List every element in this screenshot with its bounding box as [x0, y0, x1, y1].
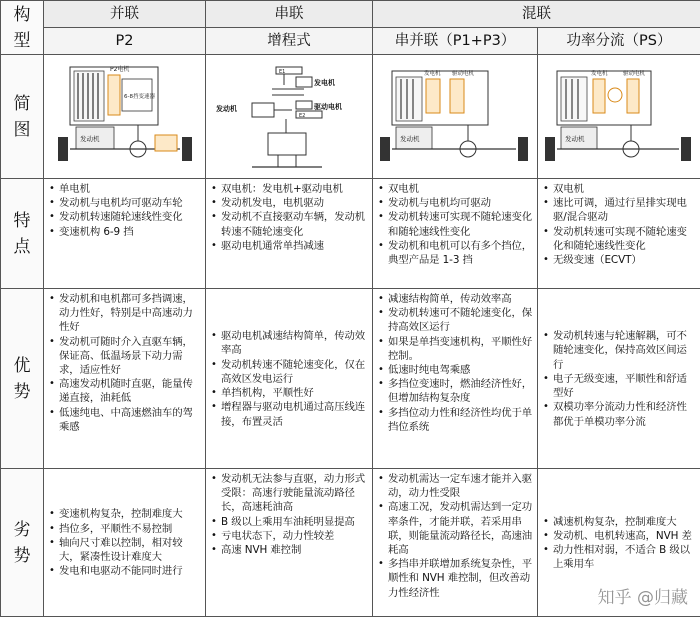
list-item: • 发电和电驱动不能同时进行: [48, 564, 201, 578]
list-item: • 发动机与电机均可驱动: [377, 196, 533, 210]
erev-gen-label: 发电机: [313, 78, 335, 87]
list-item: • 发动机转速可实现不随轮速变化和随轮速线性变化: [542, 225, 696, 253]
header-parallel: 并联: [44, 1, 206, 28]
list-item: • 发动机转速与轮速解耦，可不随轮速变化，保持高效区间运行: [542, 329, 696, 372]
list-item: • 多挡位变速时，燃油经济性好，但增加结构复杂度: [377, 377, 533, 405]
header-hybrid: 混联: [373, 1, 700, 28]
p2-engine-label: 发动机: [80, 134, 100, 143]
bullet-list: [44, 289, 205, 436]
p13-engine-label: 发动机: [400, 134, 420, 143]
p13-gen-label: 发电机: [424, 69, 441, 77]
ps-gen-label: 发电机: [591, 69, 608, 77]
list-item: • 如果是单挡变速机构，平顺性好控制。: [377, 335, 533, 363]
list-item: • 低速时纯电驾乘感: [377, 363, 533, 377]
disadvantages-p13: [373, 469, 538, 617]
erev-engine-label: 发动机: [215, 104, 237, 113]
disadvantages-erev: [206, 469, 373, 617]
bullet-list: [44, 504, 205, 580]
list-item: • 增程器与驱动电机通过高压线连接，布置灵活: [210, 400, 368, 428]
bullet-list: [206, 179, 372, 255]
erev-e2: E2: [299, 113, 305, 119]
model-erev: 增程式: [206, 28, 373, 55]
list-item: • 多挡位动力性和经济性均优于单挡位系统: [377, 406, 533, 434]
p2-schematic: [50, 61, 200, 173]
row-char: 点: [1, 234, 43, 260]
features-p13: [373, 179, 538, 289]
row-char: 优: [1, 353, 43, 379]
list-item: • 双电机: [542, 182, 696, 196]
header-series: 串联: [206, 1, 373, 28]
list-item: • 变速机构 6-9 挡: [48, 225, 201, 239]
list-item: • 发动机与电机均可驱动车轮: [48, 196, 201, 210]
bullet-list: [373, 289, 537, 436]
watermark: 知乎 @归藏: [598, 583, 688, 608]
row-label-disadvantages: [1, 469, 44, 617]
model-p2: P2: [44, 28, 206, 55]
list-item: • 发动机转速不随轮速变化，仅在高效区发电运行: [210, 358, 368, 386]
list-item: • 挡位多，平顺性不易控制: [48, 522, 201, 536]
bullet-list: [538, 512, 700, 574]
list-item: • 双电机: [377, 182, 533, 196]
row-char: 简: [1, 91, 43, 117]
row-char: 图: [1, 117, 43, 143]
list-item: • 发动机需达一定车速才能并入驱动，动力性受限: [377, 472, 533, 500]
list-item: • 高速发动机随时直驱，能量传递直接，油耗低: [48, 377, 201, 405]
list-item: • 发动机可随时介入直驱车辆，保证高、低温场景下动力需求，适应性好: [48, 335, 201, 378]
disadvantages-p2: [44, 469, 206, 617]
list-item: • 发动机不直接驱动车辆，发动机转速不随轮速变化: [210, 210, 368, 238]
bullet-list: [206, 326, 372, 430]
list-item: • 发动机发电，电机驱动: [210, 196, 368, 210]
list-item: • 发动机和电机可以有多个挡位，典型产品是 1-3 挡: [377, 239, 533, 267]
row-label-features: [1, 179, 44, 289]
p13-schematic: [378, 61, 532, 173]
list-item: • 减速机构复杂，控制难度大: [542, 515, 696, 529]
list-item: • 单挡机构，平顺性好: [210, 386, 368, 400]
features-p2: [44, 179, 206, 289]
list-item: • 速比可调，通过行星排实现电驱/混合驱动: [542, 196, 696, 224]
ps-engine-label: 发动机: [565, 134, 585, 143]
bullet-list: [538, 179, 700, 269]
list-item: • 发动机无法参与直驱，动力形式受限：高速行驶能量流动路径长，高速耗油高: [210, 472, 368, 515]
list-item: • 发动机转速可实现不随轮速变化和随轮速线性变化: [377, 210, 533, 238]
diagram-p13: [373, 55, 538, 179]
list-item: • 轴向尺寸难以控制，相对较大，紧凑性设计难度大: [48, 536, 201, 564]
list-item: • 低速纯电、中高速燃油车的驾乘感: [48, 406, 201, 434]
list-item: • 驱动电机通常单挡减速: [210, 239, 368, 253]
list-item: • 单电机: [48, 182, 201, 196]
list-item: • 驱动电机减速结构简单，传动效率高: [210, 329, 368, 357]
erev-schematic: [212, 61, 367, 173]
row-char: 势: [1, 543, 43, 569]
list-item: • 无级变速（ECVT）: [542, 253, 696, 267]
p13-motor-label: 驱动电机: [452, 69, 475, 77]
list-item: • 多挡串并联增加系统复杂性，平顺性和 NVH 难控制，但改善动力性经济性: [377, 557, 533, 600]
row-char: 劣: [1, 517, 43, 543]
ps-schematic: [543, 61, 695, 173]
list-item: • 发动机转速随轮速线性变化: [48, 210, 201, 224]
features-ps: [538, 179, 700, 289]
list-item: • 电子无级变速，平顺性和舒适型好: [542, 372, 696, 400]
list-item: • 发动机转速可不随轮速变化，保持高效区运行: [377, 306, 533, 334]
corner-header: [1, 1, 44, 55]
diagram-ps: [538, 55, 700, 179]
ps-motor-label: 驱动电机: [623, 69, 646, 77]
model-ps: 功率分流（PS）: [538, 28, 700, 55]
corner-char-1: 构: [1, 2, 43, 28]
row-char: 特: [1, 208, 43, 234]
diagram-p2: [44, 55, 206, 179]
list-item: • 动力性相对弱，不适合 B 级以上乘用车: [542, 543, 696, 571]
list-item: • 高速 NVH 难控制: [210, 543, 368, 557]
bullet-list: [373, 469, 537, 602]
row-label-diagram: [1, 55, 44, 179]
row-char: 势: [1, 379, 43, 405]
list-item: • 双模功率分流动力性和经济性都优于单模功率分流: [542, 400, 696, 428]
model-p13: 串并联（P1+P3）: [373, 28, 538, 55]
list-item: • 双电机：发电机+驱动电机: [210, 182, 368, 196]
advantages-p13: [373, 289, 538, 469]
features-erev: [206, 179, 373, 289]
list-item: • 发动机、电机转速高，NVH 差: [542, 529, 696, 543]
list-item: • 发动机和电机都可多挡调速，动力性好，特别是中高速动力性好: [48, 292, 201, 335]
corner-char-2: 型: [1, 28, 43, 54]
p2-motor-label: P2电机: [110, 65, 129, 73]
list-item: • 高速工况，发动机需达到一定功率条件，才能并联，若采用串联，则能量流动路径长，高速油耗高: [377, 500, 533, 557]
bullet-list: [373, 179, 537, 269]
list-item: • 变速机构复杂，控制难度大: [48, 507, 201, 521]
diagram-erev: [206, 55, 373, 179]
list-item: • 减速结构简单，传动效率高: [377, 292, 533, 306]
erev-motor-label: 驱动电机: [314, 102, 342, 111]
advantages-erev: [206, 289, 373, 469]
bullet-list: [44, 179, 205, 241]
list-item: • 亏电状态下，动力性较差: [210, 529, 368, 543]
advantages-ps: [538, 289, 700, 469]
bullet-list: [538, 326, 700, 430]
row-label-advantages: [1, 289, 44, 469]
advantages-p2: [44, 289, 206, 469]
list-item: • B 级以上乘用车油耗明显提高: [210, 515, 368, 529]
erev-e1: E1: [279, 69, 285, 75]
bullet-list: [206, 469, 372, 559]
p2-box-label: 6-8挡变速器: [124, 92, 155, 100]
